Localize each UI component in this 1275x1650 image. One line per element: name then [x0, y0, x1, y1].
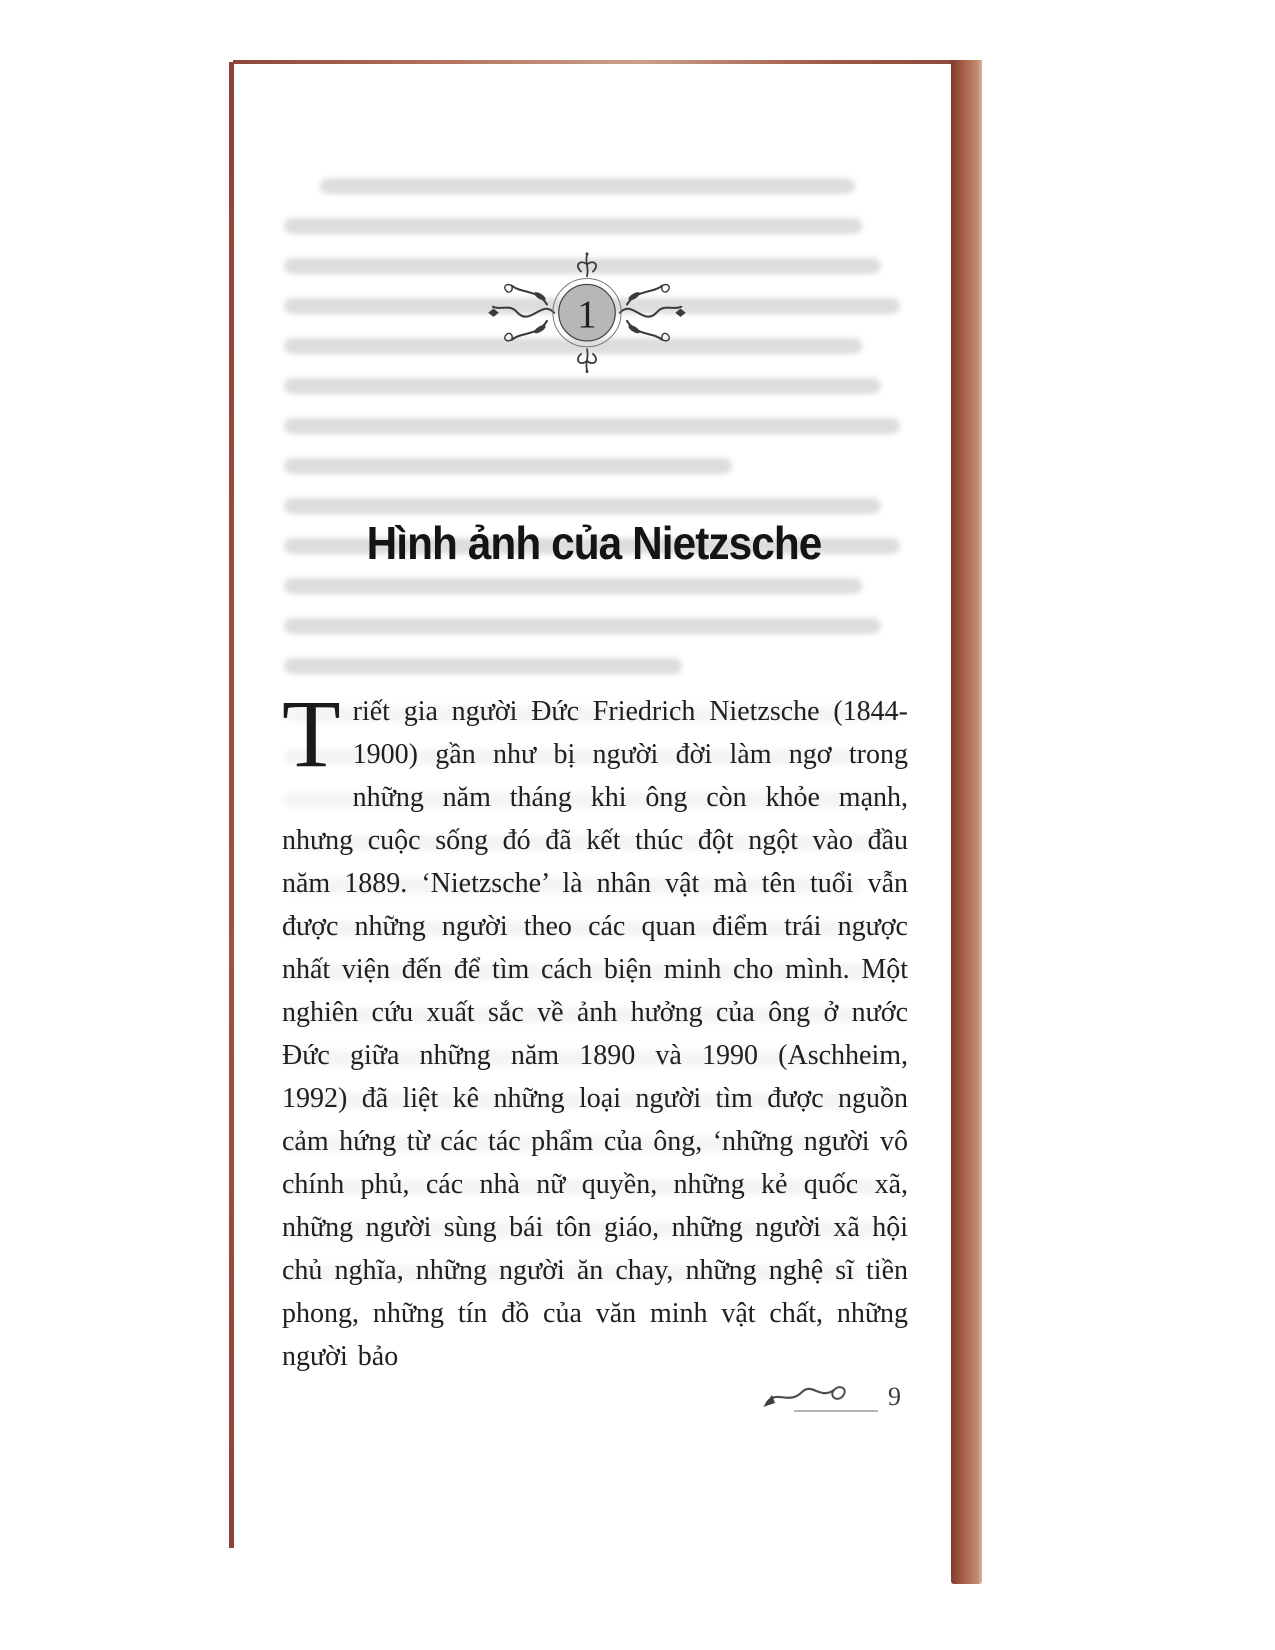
page-footer — [760, 1376, 901, 1418]
page-edge-right — [951, 60, 982, 1584]
chapter-ornament — [487, 248, 687, 382]
chapter-ornament-icon — [487, 248, 687, 377]
chapter-number: 1 — [577, 292, 597, 336]
paragraph-text: riết gia người Đức Friedrich Nietzsche (1844-1900) gần như bị người đời làm ngơ trong những năm tháng khi ông còn khỏe mạnh, nhưng cuộc sống đó đã kết thúc đột ngột vào đầu năm 1889. ‘Nietzsche’ là nhân vật mà tên tuổi vẫn được những người theo các quan điểm trái ngược nhất viện đến để tìm cách biện minh cho mình. Một nghiên cứu xuất sắc về ảnh hưởng của ông ở nước Đức giữa những năm 1890 và 1990 (Aschheim, 1992) đã liệt kê những loại người tìm được nguồn cảm hứng từ các tác phẩm của ông, ‘những người vô chính phủ, các nhà nữ quyền, những kẻ quốc xã, những người sùng bái tôn giáo, những người xã hội chủ nghĩa, những người ăn chay, những nghệ sĩ tiền phong, những tín đồ của văn minh vật chất, những người bảo — [282, 696, 908, 1372]
page-edge-top — [233, 60, 974, 64]
drop-cap: T — [282, 680, 341, 787]
page-number: 9 — [888, 1382, 901, 1411]
page-edge-left — [229, 62, 234, 1548]
body-paragraph — [282, 680, 908, 1378]
chapter-title: Hình ảnh của Nietzsche — [366, 517, 822, 569]
pen-flourish-icon — [760, 1376, 880, 1418]
